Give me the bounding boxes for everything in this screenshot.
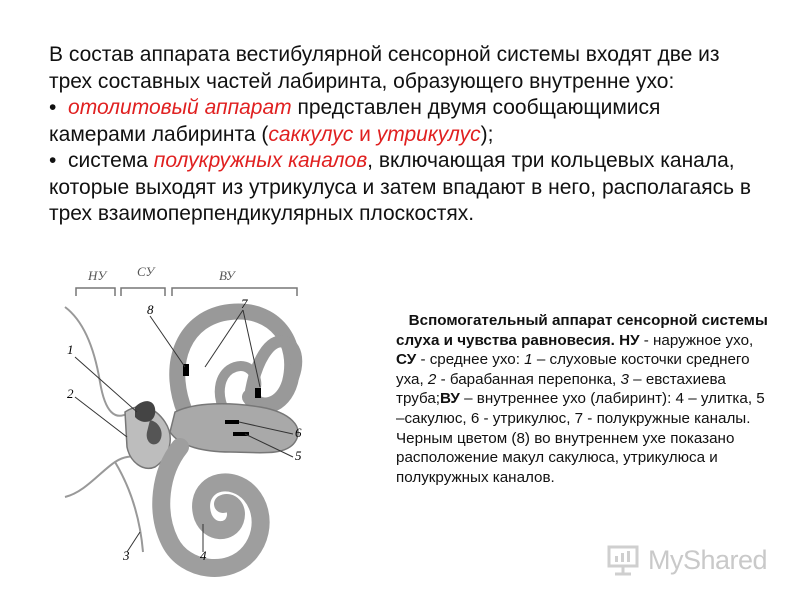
- fig-number-5: 5: [295, 448, 302, 463]
- caption-t2: - барабанная перепонка,: [436, 370, 621, 388]
- term-otolith: отолитовый аппарат: [68, 96, 292, 119]
- bullet-otolith: [49, 95, 759, 148]
- caption-su: СУ: [396, 351, 417, 369]
- label-su: СУ: [137, 264, 155, 279]
- semicircular-canal-1: [177, 312, 292, 412]
- caption-vu: ВУ: [440, 390, 460, 408]
- label-vu: ВУ: [219, 268, 235, 283]
- ear-diagram: [55, 262, 375, 592]
- macula-saccule: [233, 432, 249, 436]
- bracket-su: [121, 288, 165, 296]
- caption-nu: НУ: [619, 331, 640, 349]
- intro-text: [49, 42, 759, 228]
- caption-t3: – евстахиева труба;: [396, 370, 726, 408]
- bracket-nu: [76, 288, 115, 296]
- fig-number-6: 6: [295, 425, 302, 440]
- fig-number-1: 1: [67, 342, 74, 357]
- fig-number-3: 3: [123, 548, 130, 563]
- caption-n1: 1: [524, 351, 533, 369]
- term-saccule: саккулус: [268, 122, 354, 146]
- outer-canal-top: [65, 307, 130, 416]
- caption-title: Вспомогательный аппарат сенсорной системы слуха и чувства равновесия.: [396, 312, 768, 349]
- presentation-icon: [606, 543, 640, 577]
- intro-line: [49, 42, 759, 95]
- bullet2-text: , включающая три кольцевых канала, которые выходят из утрикулуса и затем впадают в него, располагаясь в трех взаимоперпендикулярных плоскостях.: [49, 149, 752, 225]
- bracket-vu: [172, 288, 297, 296]
- ampulla-2: [255, 388, 261, 398]
- caption-nu-text: - наружное ухо,: [639, 331, 754, 349]
- ossicles: [135, 401, 155, 422]
- figure-caption: [396, 311, 768, 487]
- bullet-canals: [49, 148, 759, 228]
- bullet-marker: •: [49, 149, 57, 172]
- eustachian-tube: [115, 462, 143, 552]
- cochlea: [161, 447, 260, 568]
- macula-utricle: [225, 420, 239, 424]
- myshared-logo: [606, 538, 776, 582]
- caption-t4: – внутреннее ухо (лабиринт): 4 – улитка, 5 –сакулюс, 6 - утрикулюс, 7 - полукружные каналы. Черным цветом (8) во внутреннем ухе показано расположение макул сакулюса, утрикулюса и полукружных каналов.: [396, 390, 765, 486]
- fig-number-7: 7: [241, 296, 248, 311]
- bullet1-and: и: [353, 122, 377, 146]
- caption-n2: 2: [427, 370, 437, 388]
- caption-n3: 3: [620, 370, 629, 388]
- fig-number-4: 4: [200, 548, 207, 563]
- bullet-marker: •: [49, 96, 57, 119]
- logo-text: MyShared: [648, 544, 768, 575]
- vestibule: [170, 404, 298, 453]
- label-nu: НУ: [88, 268, 107, 283]
- caption-su-text: - среднее ухо:: [416, 351, 525, 369]
- fig-number-8: 8: [147, 302, 154, 317]
- bullet1-end: );: [480, 122, 494, 146]
- fig-number-2: 2: [67, 386, 74, 401]
- term-canals: полукружных каналов: [153, 149, 368, 172]
- leader-2: [75, 397, 127, 437]
- bullet2-pre: система: [68, 149, 154, 172]
- caption-t1: – слуховые косточки среднего уха,: [396, 351, 750, 388]
- intro-line-text: В состав аппарата вестибулярной сенсорной системы входят две из трех составных частей лабиринта, образующего внутренне ухо:: [49, 43, 720, 93]
- term-utricle: утрикулус: [376, 122, 481, 146]
- bullet1-text: представлен двумя сообщающимися камерами лабиринта (: [49, 96, 661, 146]
